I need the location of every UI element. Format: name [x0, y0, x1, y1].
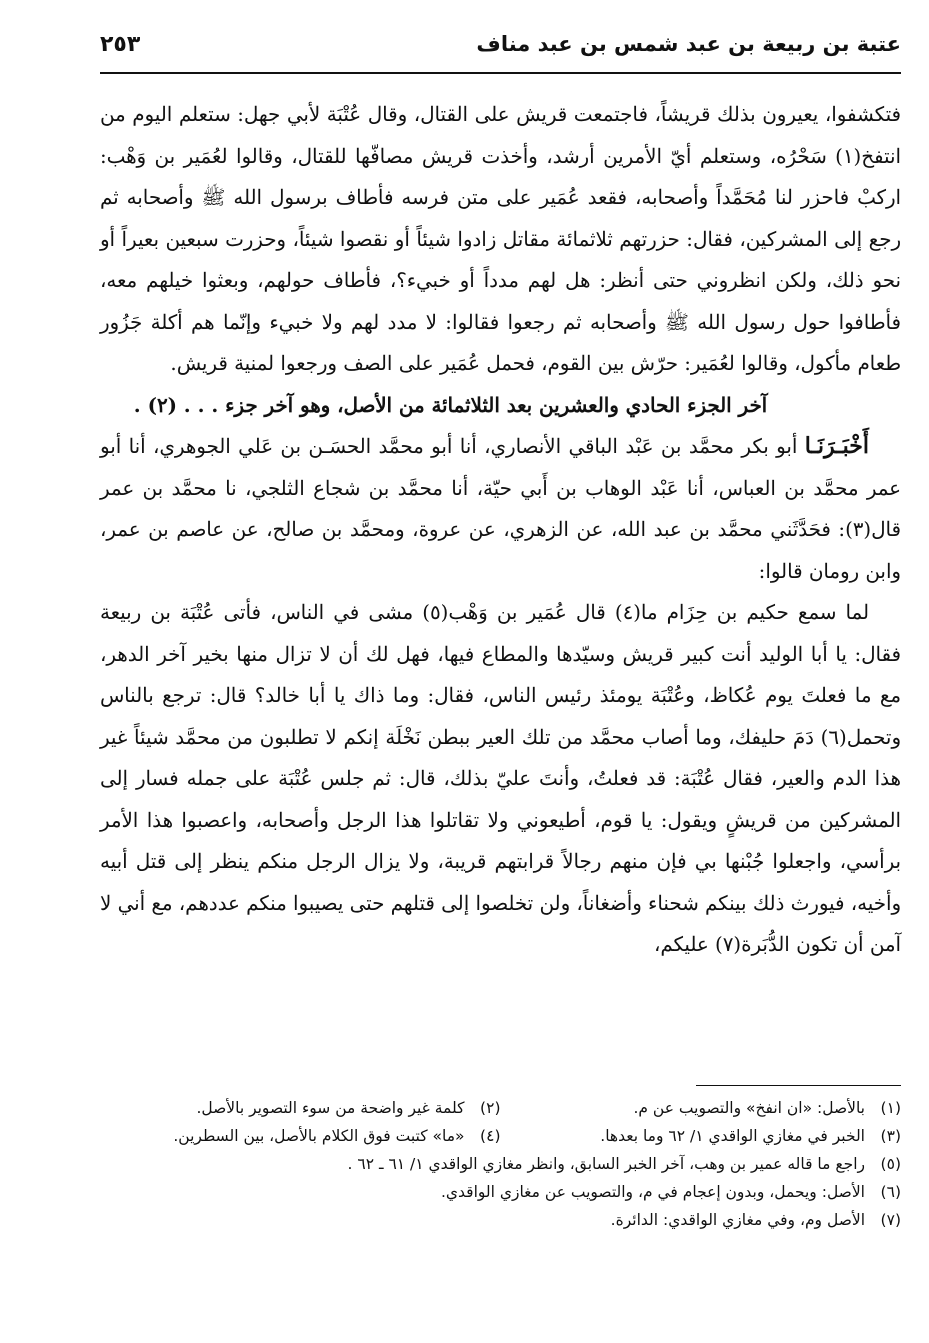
footnote-row [100, 1122, 901, 1150]
main-text [100, 94, 901, 966]
section-end-note: آخر الجزء الحادي والعشرين بعد الثلاثمائة من الأصل، وهو آخر جزء . . . (٢) . [133, 392, 768, 417]
footnote-7 [100, 1206, 901, 1234]
paragraph-1: فتكشفوا، يعيرون بذلك قريشاً، فاجتمعت قريش على القتال، وقال عُتْبَة لأبي جهل: ستعلم اليوم من انتفخ(١) سَحْرُه، وستعلم أيّ الأمرين أرشد، وأخذت قريش مصافّها للقتال، وقالوا لعُمَير بن وَهْب: اركبْ فاحزر لنا مُحَمَّداً وأصحابه، فقعد عُمَير على متن فرسه فأطاف برسول الله ﷺ وأصحابه ثم رجع إلى المشركين، فقال: حزرتهم ثلاثمائة مقاتل زادوا شيئاً أو نقصوا شيئاً، وحزرت سبعين بعيراً أو نحو ذلك، ولكن انظروني حتى أنظر: هل لهم مدداً أو خبيء؟، فأطاف حولهم، وبعثوا خيلهم معه، فأطافوا حول رسول الله ﷺ وأصحابه ثم رجعوا فقالوا: لا مدد لهم ولا خبيء وإنّما هم أكلة جَزُور طعام مأكول، وقالوا لعُمَير: حرّش بين القوم، فحمل عُمَير على الصف ورجعوا لمنية قريش. [100, 103, 901, 375]
footnotes [100, 1094, 901, 1234]
footnote-row [100, 1178, 901, 1206]
footnote-number: (١) [880, 1099, 901, 1117]
paragraph-2-text: أبو بكر محمَّد بن عَبْد الباقي الأنصاري، أنا أبو محمَّد الحسَـن بن عَلي الجوهري، أنا أبو عمر محمَّد بن العباس، أنا عَبْد الوهاب بن أَبي حيّة، أنا محمَّد بن شجاع الثلجي، نا محمَّد بن عمر قال(٣): فحَدَّثَني محمَّد بن عبد الله، عن الزهري، عن عروة، ومحمَّد بن صالح، عن عاصم بن عمر، وابن رومان قالوا: [100, 435, 901, 583]
footnote-number: (٢) [480, 1099, 501, 1117]
page-number: ٢٥٣ [100, 32, 141, 57]
footnote-text: الخبر في مغازي الواقدي ١/ ٦٢ وما بعدها. [600, 1127, 865, 1145]
footnote-row [100, 1094, 901, 1122]
footnote-row [100, 1206, 901, 1234]
footnote-5 [100, 1150, 901, 1178]
footnote-4 [100, 1122, 501, 1150]
paragraph-3: لما سمع حكيم بن حِزَام ما(٤) قال عُمَير بن وَهْب(٥) مشى في الناس، فأتى عُتْبَة بن ربيعة فقال: يا أبا الوليد أنت كبير قريش وسيّدها والمطاع فيها، فهل لك أن لا تزال منها بخير آخر الدهر، مع ما فعلتَ يوم عُكاظ، وعُتْبَة يومئذ رئيس الناس، فقال: وما ذاك يا أبا خالد؟ قال: ترجع بالناس وتحمل(٦) دَمَ حليفك، وما أصاب محمَّد من تلك العير ببطن نَخْلَة إنكم لا تطلبون من محمَّد شيئاً غير هذا الدم والعير، فقال عُتْبَة: قد فعلتُ، وأنتَ عليّ بذلك، قال: ثم جلس عُتْبَة على جمله فسار إلى المشركين من قريشٍ ويقول: يا قوم، أطيعوني ولا تقاتلوا هذا الرجل وأصحابه، واعصبوا هذا الأمر برأسي، واجعلوا جُبْنها بي فإن منهم رجالاً قرابتهم قريبة، ولا يزال الرجل منكم ينظر إلى قتل أبيه وأخيه، فيورث ذلك بينكم شحناء وأضغاناً، ولن تخلصوا إلى قتلهم حتى يصيبوا منكم عددهم، مع أني لا آمن أن تكون الدُّبَرة(٧) عليكم، [100, 601, 901, 956]
footnote-text: «ما» كتبت فوق الكلام بالأصل، بين السطرين. [173, 1127, 465, 1145]
footnote-text: الأصل: ويحمل، وبدون إعجام في م، والتصويب عن مغازي الواقدي. [440, 1183, 865, 1201]
header-rule [100, 72, 901, 74]
footnote-2 [100, 1094, 501, 1122]
running-title: عتبة بن ربيعة بن عبد شمس بن عبد مناف [476, 32, 901, 56]
footnote-1 [501, 1094, 902, 1122]
footnote-row [100, 1150, 901, 1178]
paragraph-2 [100, 426, 901, 592]
footnote-text: راجع ما قاله عمير بن وهب، آخر الخبر السابق، وانظر مغازي الواقدي ١/ ٦١ ـ ٦٢ . [347, 1155, 865, 1173]
footnote-text: كلمة غير واضحة من سوء التصوير بالأصل. [196, 1099, 465, 1117]
footnote-number: (٧) [880, 1211, 901, 1229]
footnote-number: (٦) [880, 1183, 901, 1201]
footnote-text: الأصل وم، وفي مغازي الواقدي: الدائرة. [610, 1211, 865, 1229]
page-header [100, 28, 901, 68]
isnad-lead-word: أَخْبَـرَنَـا [804, 433, 869, 459]
footnote-number: (٣) [880, 1127, 901, 1145]
footnote-number: (٥) [880, 1155, 901, 1173]
footnote-6 [100, 1178, 901, 1206]
footnote-number: (٤) [480, 1127, 501, 1145]
footnote-text: بالأصل: «ان انفخ» والتصويب عن م. [633, 1099, 865, 1117]
footnote-rule [696, 1085, 901, 1086]
footnote-3 [501, 1122, 902, 1150]
